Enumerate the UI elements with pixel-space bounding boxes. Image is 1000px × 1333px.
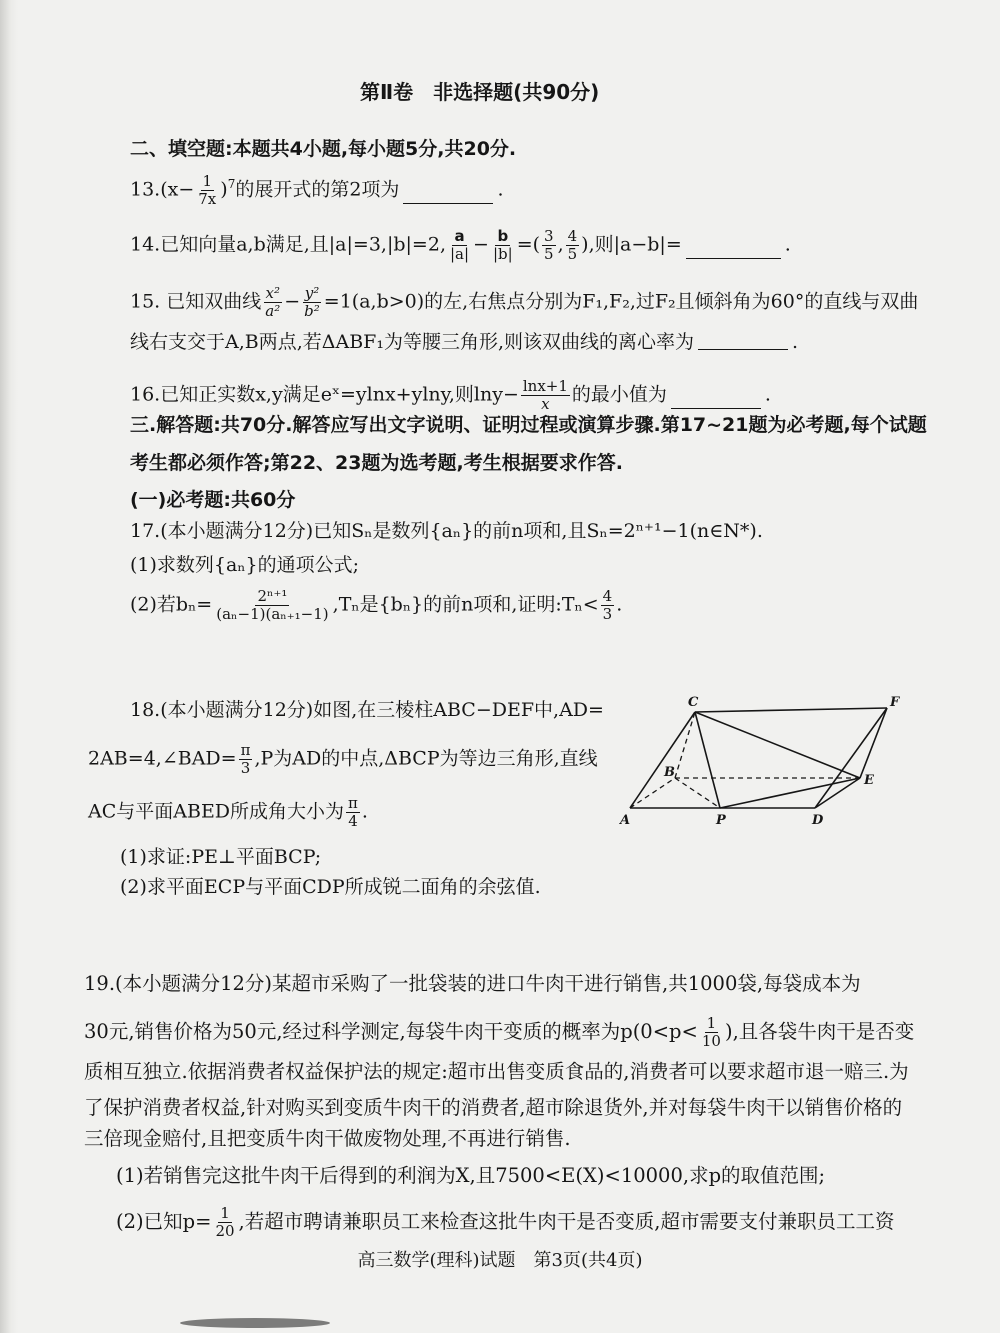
q19-line2-tail: ),且各袋牛肉干是否变 (724, 1020, 915, 1043)
q14-frac-3-5-den: 5 (544, 245, 554, 263)
q14-frac-4-5-num: 4 (567, 227, 578, 245)
label-E: E (864, 773, 874, 788)
q14-frac-4-5-den: 5 (567, 245, 578, 263)
edge-BC (675, 712, 695, 778)
q15-minus: − (284, 290, 301, 313)
q14-prefix: 14.已知向量a,b满足,且|a|=3,|b|=2, (130, 233, 446, 256)
q13-tail: 的展开式的第2项为 (235, 178, 400, 201)
q14-eq: =( (516, 233, 541, 256)
q18-angle2-den: 4 (348, 812, 358, 830)
q15-frac-y-num: y² (304, 284, 320, 302)
q19-p-value-den: 20 (215, 1222, 235, 1240)
q18-line2-prefix: 2AB=4,∠BAD= (88, 747, 237, 770)
q15-mid: =1(a,b>0)的左,右焦点分别为F₁,F₂,过F₂且倾斜角为60°的直线与双曲 (323, 290, 919, 313)
q16-tail: 的最小值为 (571, 383, 667, 406)
question-14: 14.已知向量a,b满足,且|a|=3,|b|=2, $\frac{a}{|a|}$ − $\frac{b}{|b|}$ =( $\frac{3}{5}$ , $\frac{4}{5}$ ),则|a−b|= . (130, 227, 791, 263)
question-17-part1: (1)求数列{aₙ}的通项公式; (130, 554, 360, 576)
section-title: 第Ⅱ卷 非选择题(共90分) (360, 80, 600, 104)
q19-p2-prefix: (2)已知p= (116, 1210, 212, 1233)
q17-bn-num: 2ⁿ⁺¹ (257, 587, 288, 605)
label-F: F (890, 695, 900, 710)
q14-answer-blank[interactable] (686, 258, 781, 259)
question-19-part1: (1)若销售完这批牛肉干后得到的利润为X,且7500<E(X)<10000,求p的取值范围; (116, 1164, 826, 1187)
q18-angle-num: π (240, 741, 251, 759)
q13-power: 7 (227, 177, 236, 191)
q17-p2-prefix: (2)若bₙ= (130, 593, 213, 616)
edge-AC (630, 712, 695, 808)
question-15-line2: 线右支交于A,B两点,若ΔABF₁为等腰三角形,则该双曲线的离心率为 . (130, 331, 799, 353)
q15-frac-x (263, 285, 282, 320)
question-19-part2 (116, 1205, 894, 1240)
q15-answer-blank[interactable] (698, 349, 788, 350)
q17-p2-mid: ,Tₙ是{bₙ}的前n项和,证明:Tₙ< (332, 593, 599, 616)
question-16: 16.已知正实数x,y满足eˣ=ylnx+ylny,则lny− $\frac{\ln x+1}{x}$ 的最小值为 . (130, 377, 771, 413)
label-P: P (716, 813, 726, 828)
q17-p2-end: . (616, 593, 623, 616)
q18-angle2-fraction (346, 795, 360, 830)
scan-smudge (180, 1318, 330, 1328)
question-18-part2: (2)求平面ECP与平面CDP所成锐二面角的余弦值. (120, 876, 541, 898)
q15-frac-y (302, 285, 322, 320)
q17-bound-den: 3 (602, 605, 613, 623)
q14-tail: ),则|a−b|= (581, 233, 682, 256)
answer-section-header-line1: 三.解答题:共70分.解答应写出文字说明、证明过程或演算步骤.第17~21题为必考题,每个试题 (130, 414, 927, 436)
q19-p2-tail: ,若超市聘请兼职员工来检查这批牛肉干是否变质,超市需要支付兼职员工工资 (238, 1210, 895, 1233)
q15-prefix: 15. 已知双曲线 (130, 290, 262, 313)
q15-frac-x-den: a² (265, 302, 281, 320)
q15-line2: 线右支交于A,B两点,若ΔABF₁为等腰三角形,则该双曲线的离心率为 (130, 331, 695, 353)
page-footer: 高三数学(理科)试题 第3页(共4页) (357, 1250, 643, 1271)
question-18-line2 (88, 742, 598, 777)
q13-fraction (196, 173, 218, 208)
q19-line2-prefix: 30元,销售价格为50元,经过科学测定,每袋牛肉干变质的概率为p(0<p< (84, 1020, 698, 1043)
q14-frac-b (491, 228, 515, 263)
q19-p-bound-den: 10 (701, 1032, 721, 1050)
question-17-part2 (130, 588, 622, 623)
q17-bound-fraction (601, 588, 615, 623)
question-18-line1: 18.(本小题满分12分)如图,在三棱柱ABC−DEF中,AD= (130, 699, 604, 721)
q19-p-value-fraction (213, 1205, 236, 1240)
question-13: 13.(x− $\frac{1}{7x}$ )$^7$的展开式的第2项为 . (130, 171, 504, 208)
q16-prefix: 16.已知正实数x,y满足eˣ=ylnx+ylny,则lny− (130, 383, 519, 406)
q16-fraction (521, 378, 570, 413)
answer-section-header-line2: 考生都必须作答;第22、23题为选考题,考生根据要求作答. (130, 452, 623, 474)
edge-FE (860, 708, 887, 778)
q14-frac-b-num: b (497, 227, 509, 245)
q14-frac-4-5 (566, 228, 580, 263)
page-edge-shadow (0, 0, 18, 1333)
question-15-line1 (130, 285, 918, 320)
q14-minus: − (473, 233, 489, 256)
q14-frac-3-5-num: 3 (544, 227, 554, 245)
prism-figure (612, 690, 917, 830)
q18-line3-tail: . (361, 800, 368, 823)
label-D: D (812, 813, 824, 828)
q13-frac-den: 7x (198, 189, 217, 208)
question-19-line4: 了保护消费者权益,针对购买到变质牛肉干的消费者,超市除退货外,并对每袋牛肉干以销售价格的 (84, 1096, 903, 1119)
edge-PE (720, 778, 860, 808)
edge-FD (815, 708, 887, 808)
q16-answer-blank[interactable] (671, 408, 761, 409)
question-18-line3 (88, 795, 368, 830)
q13-frac-num: 1 (202, 171, 213, 190)
edge-CF (695, 708, 887, 712)
question-18-part1: (1)求证:PE⊥平面BCP; (120, 846, 322, 868)
q15-frac-y-den: b² (304, 302, 320, 320)
label-C: C (688, 695, 699, 710)
q17-bn-fraction (214, 588, 330, 623)
q18-line2-tail: ,P为AD的中点,ΔBCP为等边三角形,直线 (254, 747, 598, 770)
question-19-line1: 19.(本小题满分12分)某超市采购了一批袋装的进口牛肉干进行销售,共1000袋,每袋成本为 (84, 972, 861, 995)
required-section-header: (一)必考题:共60分 (130, 489, 296, 511)
q14-comma: , (557, 233, 564, 256)
fill-in-header: 二、填空题:本题共4小题,每小题5分,共20分. (130, 138, 517, 160)
q18-line3-prefix: AC与平面ABED所成角大小为 (88, 800, 345, 823)
q14-frac-b-den: |b| (492, 245, 513, 263)
question-17-stem: 17.(本小题满分12分)已知Sₙ是数列{aₙ}的前n项和,且Sₙ=2ⁿ⁺¹−1(n∈N*). (130, 520, 763, 542)
q14-frac-3-5 (542, 228, 556, 263)
q19-p-bound-num: 1 (706, 1014, 717, 1032)
q18-angle-den: 3 (240, 759, 251, 777)
label-B: B (664, 765, 675, 780)
q16-frac-den: x (541, 395, 550, 413)
q19-p-value-num: 1 (220, 1204, 230, 1222)
question-19-line3: 质相互独立.依据消费者权益保护法的规定:超市出售变质食品的,消费者可以要求超市退一赔三.为 (84, 1060, 909, 1083)
q14-frac-a-den: |a| (449, 245, 470, 263)
question-19-line5: 三倍现金赔付,且把变质牛肉干做废物处理,不再进行销售. (84, 1127, 571, 1150)
q14-frac-a (448, 228, 471, 263)
q17-bn-den: (aₙ−1)(aₙ₊₁−1) (216, 605, 329, 623)
q14-frac-a-num: a (454, 227, 465, 245)
q13-prefix: 13.(x− (130, 178, 195, 201)
q13-answer-blank[interactable] (403, 203, 493, 204)
q16-frac-num: lnx+1 (522, 377, 568, 395)
q19-p-bound-fraction (700, 1015, 723, 1050)
edge-AB (630, 778, 675, 808)
q17-bound-num: 4 (602, 587, 613, 605)
q18-angle2-num: π (348, 794, 358, 812)
q15-frac-x-num: x² (265, 284, 280, 302)
question-19-line2 (84, 1015, 914, 1050)
q18-angle-fraction (239, 742, 253, 777)
label-A: A (620, 813, 631, 828)
edge-CE (695, 712, 860, 778)
